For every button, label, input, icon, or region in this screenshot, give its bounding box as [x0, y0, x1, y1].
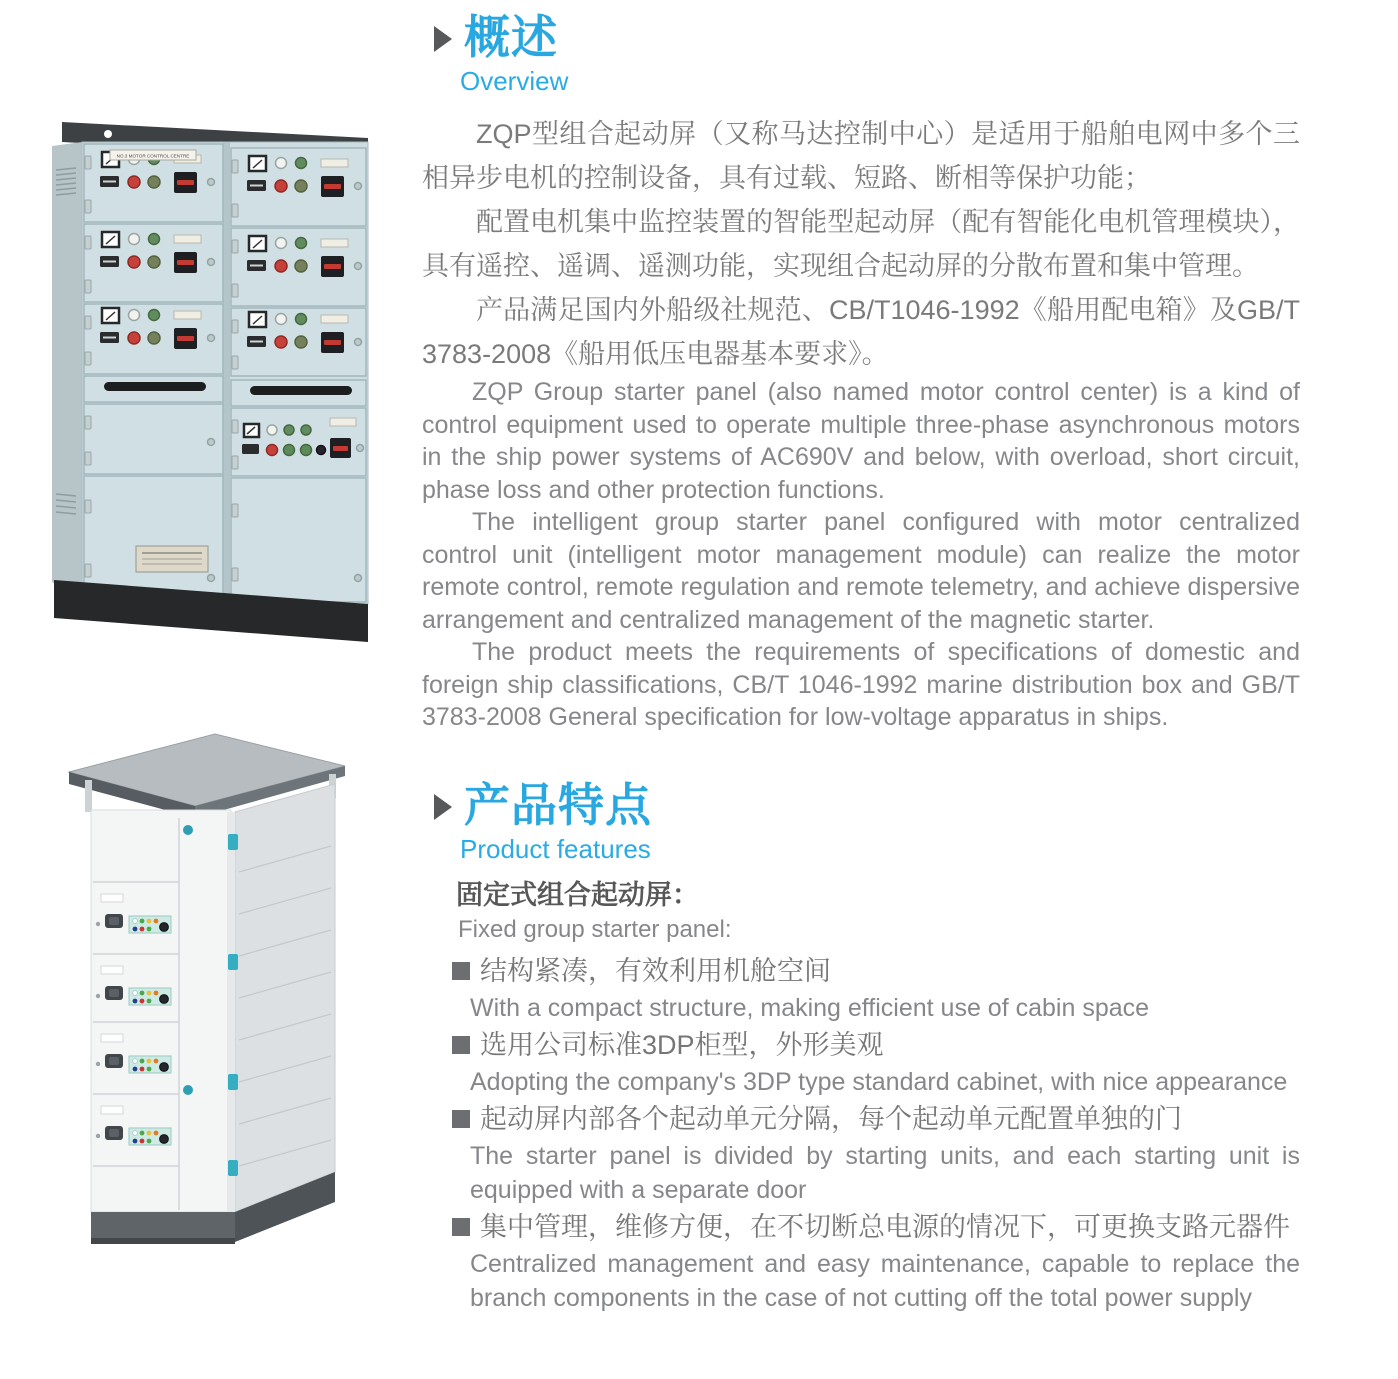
feature-item-cn-text: 集中管理，维修方便，在不切断总电源的情况下，可更换支路元器件 [480, 1211, 1290, 1242]
overview-title-cn: 概述 [464, 11, 558, 63]
features-subtitle-cn: 固定式组合起动屏： [456, 879, 699, 910]
cabinet-photo-2-drawing [67, 722, 347, 1277]
feature-item-cn-row [452, 954, 1300, 988]
section-features [422, 778, 1300, 1315]
cabinet1-nameplate [136, 546, 208, 572]
overview-paragraphs-en [422, 376, 1300, 734]
cabinet1-side-panel [52, 142, 82, 604]
feature-list [422, 954, 1300, 1315]
feature-item-cn-text: 结构紧凑，有效利用机舱空间 [480, 955, 831, 986]
section-arrow-icon [434, 794, 452, 820]
cabinet-photo-1-drawing [46, 112, 376, 657]
feature-item-en-text: The starter panel is divided by starting units, and each starting unit is equipped with a separate door [470, 1141, 1300, 1204]
overview-paragraph-cn: 配置电机集中监控装置的智能型起动屏（配有智能化电机管理模块），具有遥控、遥调、遥测功能，实现组合起动屏的分散布置和集中管理。 [422, 207, 1300, 281]
overview-paragraph-en: ZQP Group starter panel (also named motor control center) is a kind of control equipment used to operate multiple three-phase asynchronous motors in the ship power systems of AC690V and below, with overload, short circuit, phase loss and other protection functions. [422, 378, 1300, 504]
door-latch-knob [183, 825, 193, 835]
feature-item [422, 1210, 1300, 1315]
cabinet2-side-panel [235, 784, 335, 1212]
cabinet-photo-2 [67, 722, 347, 1277]
feature-item-cn-row [452, 1102, 1300, 1136]
cabinet1-center-divider [223, 142, 230, 604]
features-title-en: Product features [460, 833, 651, 864]
section-arrow-icon [434, 26, 452, 52]
bullet-square-icon [452, 962, 470, 980]
cabinet2-front-face [91, 810, 235, 1212]
feature-item-en-text: Centralized management and easy maintenance, capable to replace the branch components in the case of not cutting off the total power supply [470, 1249, 1300, 1312]
door-latch-knob [183, 1085, 193, 1095]
features-title-cn: 产品特点 [464, 778, 652, 831]
cabinet1-right-doors [231, 148, 366, 602]
feature-item [422, 1028, 1300, 1099]
bullet-square-icon [452, 1218, 470, 1236]
feature-item [422, 1102, 1300, 1207]
bullet-square-icon [452, 1110, 470, 1128]
cabinet1-top-label-text: NO.3 MOTOR CONTROL CENTRE [116, 153, 190, 159]
cabinet-photo-1 [46, 112, 376, 657]
overview-paragraph-cn: 产品满足国内外船级社规范、CB/T1046-1992《船用配电箱》及GB/T 3783-2008《船用低压电器基本要求》。 [422, 295, 1300, 369]
door-handle [250, 386, 352, 395]
cabinet1-top-label [110, 150, 196, 160]
feature-item-cn-text: 起动屏内部各个起动单元分隔，每个起动单元配置单独的门 [480, 1103, 1182, 1134]
bullet-square-icon [452, 1036, 470, 1054]
feature-item-cn-text: 选用公司标准3DP柜型，外形美观 [480, 1029, 884, 1060]
overview-paragraph-en: The intelligent group starter panel configured with motor centralized control unit (intelligent motor management module) can realize the motor remote control, remote regulation and remote telemetry, and achieve dispersive arrangement and centralized management of the magnetic starter. [422, 508, 1300, 634]
overview-title-en: Overview [460, 66, 569, 96]
features-heading [422, 778, 1300, 832]
door-handle [104, 382, 206, 391]
section-overview [422, 0, 1300, 734]
cabinet1-left-doors [84, 144, 223, 602]
feature-item-en-text: With a compact structure, making efficient use of cabin space [470, 993, 1150, 1022]
feature-item-en-text: Adopting the company's 3DP type standard cabinet, with nice appearance [470, 1067, 1288, 1096]
overview-paragraph-en: The product meets the requirements of specifications of domestic and foreign ship classifications, CB/T 1046-1992 marine distribution box and GB/T 3783-2008 General specification for low-voltage apparatus in ships. [422, 638, 1300, 731]
text-column [422, 0, 1300, 1315]
feature-item-cn-row [452, 1028, 1300, 1062]
feature-item [422, 954, 1300, 1025]
features-subtitle-en: Fixed group starter panel: [458, 915, 732, 943]
overview-paragraph-cn: ZQP型组合起动屏（又称马达控制中心）是适用于船舶电网中多个三相异步电机的控制设备，具有过载、短路、断相等保护功能； [422, 119, 1300, 193]
overview-paragraphs-cn [422, 112, 1300, 376]
overview-heading [422, 10, 1300, 64]
feature-item-cn-row [452, 1210, 1300, 1244]
